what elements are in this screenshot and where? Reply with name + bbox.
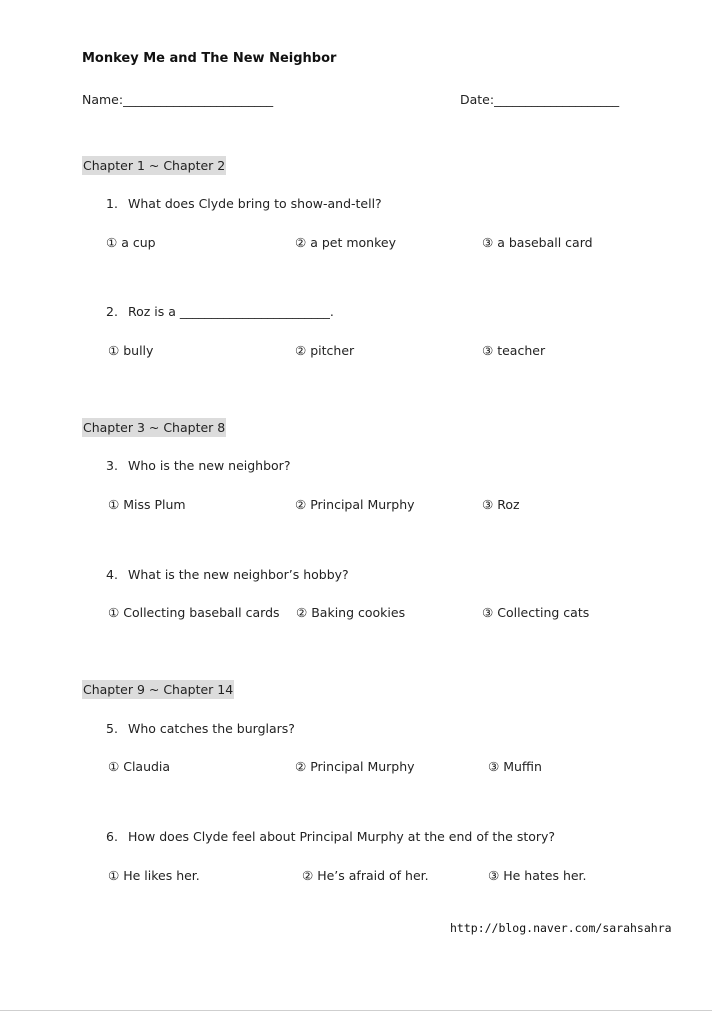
question-text: What is the new neighbor’s hobby? bbox=[128, 567, 349, 582]
question-1 bbox=[106, 196, 382, 211]
answer-option bbox=[108, 497, 186, 512]
footer-url: http://blog.naver.com/sarahsahra bbox=[450, 921, 672, 935]
option-marker: ③ bbox=[488, 759, 500, 774]
answer-option bbox=[482, 497, 520, 512]
question-number: 4. bbox=[106, 567, 118, 582]
answer-option bbox=[106, 235, 156, 250]
option-text: a pet monkey bbox=[310, 235, 396, 250]
question-text: Who is the new neighbor? bbox=[128, 458, 291, 473]
question-number: 2. bbox=[106, 304, 118, 319]
answer-option bbox=[488, 759, 542, 774]
option-text: bully bbox=[123, 343, 154, 358]
option-marker: ③ bbox=[482, 605, 494, 620]
option-marker: ② bbox=[295, 235, 307, 250]
question-4 bbox=[106, 567, 349, 582]
question-5 bbox=[106, 721, 295, 736]
question-number: 5. bbox=[106, 721, 118, 736]
option-text: Baking cookies bbox=[311, 605, 406, 620]
option-text: teacher bbox=[497, 343, 546, 358]
option-marker: ② bbox=[296, 605, 308, 620]
option-text: Collecting cats bbox=[497, 605, 590, 620]
option-text: Miss Plum bbox=[123, 497, 186, 512]
question-text: What does Clyde bring to show-and-tell? bbox=[128, 196, 382, 211]
option-marker: ③ bbox=[488, 868, 500, 883]
page-bottom-divider bbox=[0, 1010, 712, 1011]
question-text: Roz is a ________________________. bbox=[128, 304, 334, 319]
answer-option bbox=[482, 343, 545, 358]
question-text: How does Clyde feel about Principal Murphy at the end of the story? bbox=[128, 829, 556, 844]
question-text: Who catches the burglars? bbox=[128, 721, 295, 736]
question-number: 1. bbox=[106, 196, 118, 211]
question-3 bbox=[106, 458, 290, 473]
answer-option bbox=[108, 759, 170, 774]
answer-option bbox=[482, 235, 593, 250]
answer-option bbox=[108, 343, 153, 358]
answer-option bbox=[488, 868, 587, 883]
question-number: 3. bbox=[106, 458, 118, 473]
option-text: He hates her. bbox=[503, 868, 587, 883]
option-marker: ② bbox=[295, 497, 307, 512]
chapter-heading-9-14: Chapter 9 ~ Chapter 14 bbox=[83, 682, 234, 697]
option-text: Roz bbox=[497, 497, 520, 512]
option-text: Claudia bbox=[123, 759, 171, 774]
option-text: pitcher bbox=[310, 343, 355, 358]
option-marker: ② bbox=[295, 343, 307, 358]
question-number: 6. bbox=[106, 829, 118, 844]
option-text: Muffin bbox=[503, 759, 542, 774]
date-field-label: Date:____________________ bbox=[460, 92, 620, 107]
answer-option bbox=[482, 605, 589, 620]
option-text: Collecting baseball cards bbox=[123, 605, 280, 620]
answer-option bbox=[295, 759, 415, 774]
option-marker: ① bbox=[108, 605, 120, 620]
answer-option bbox=[108, 605, 280, 620]
answer-option bbox=[296, 605, 405, 620]
option-marker: ① bbox=[106, 235, 118, 250]
option-marker: ② bbox=[295, 759, 307, 774]
option-text: He’s afraid of her. bbox=[317, 868, 429, 883]
answer-option bbox=[302, 868, 429, 883]
worksheet-title: Monkey Me and The New Neighbor bbox=[82, 51, 337, 66]
option-marker: ③ bbox=[482, 497, 494, 512]
option-marker: ① bbox=[108, 343, 120, 358]
option-text: a baseball card bbox=[497, 235, 593, 250]
answer-option bbox=[295, 343, 354, 358]
option-marker: ① bbox=[108, 759, 120, 774]
option-marker: ② bbox=[302, 868, 314, 883]
chapter-heading-1-2: Chapter 1 ~ Chapter 2 bbox=[83, 158, 226, 173]
option-marker: ① bbox=[108, 868, 120, 883]
option-marker: ③ bbox=[482, 343, 494, 358]
answer-option bbox=[295, 497, 415, 512]
chapter-heading-3-8: Chapter 3 ~ Chapter 8 bbox=[83, 420, 226, 435]
option-text: He likes her. bbox=[123, 868, 200, 883]
answer-option bbox=[295, 235, 396, 250]
name-field-label: Name:________________________ bbox=[82, 92, 274, 107]
option-text: Principal Murphy bbox=[310, 497, 415, 512]
question-6 bbox=[106, 829, 555, 844]
question-2 bbox=[106, 304, 334, 319]
option-text: a cup bbox=[121, 235, 156, 250]
option-marker: ③ bbox=[482, 235, 494, 250]
answer-option bbox=[108, 868, 200, 883]
option-text: Principal Murphy bbox=[310, 759, 415, 774]
option-marker: ① bbox=[108, 497, 120, 512]
